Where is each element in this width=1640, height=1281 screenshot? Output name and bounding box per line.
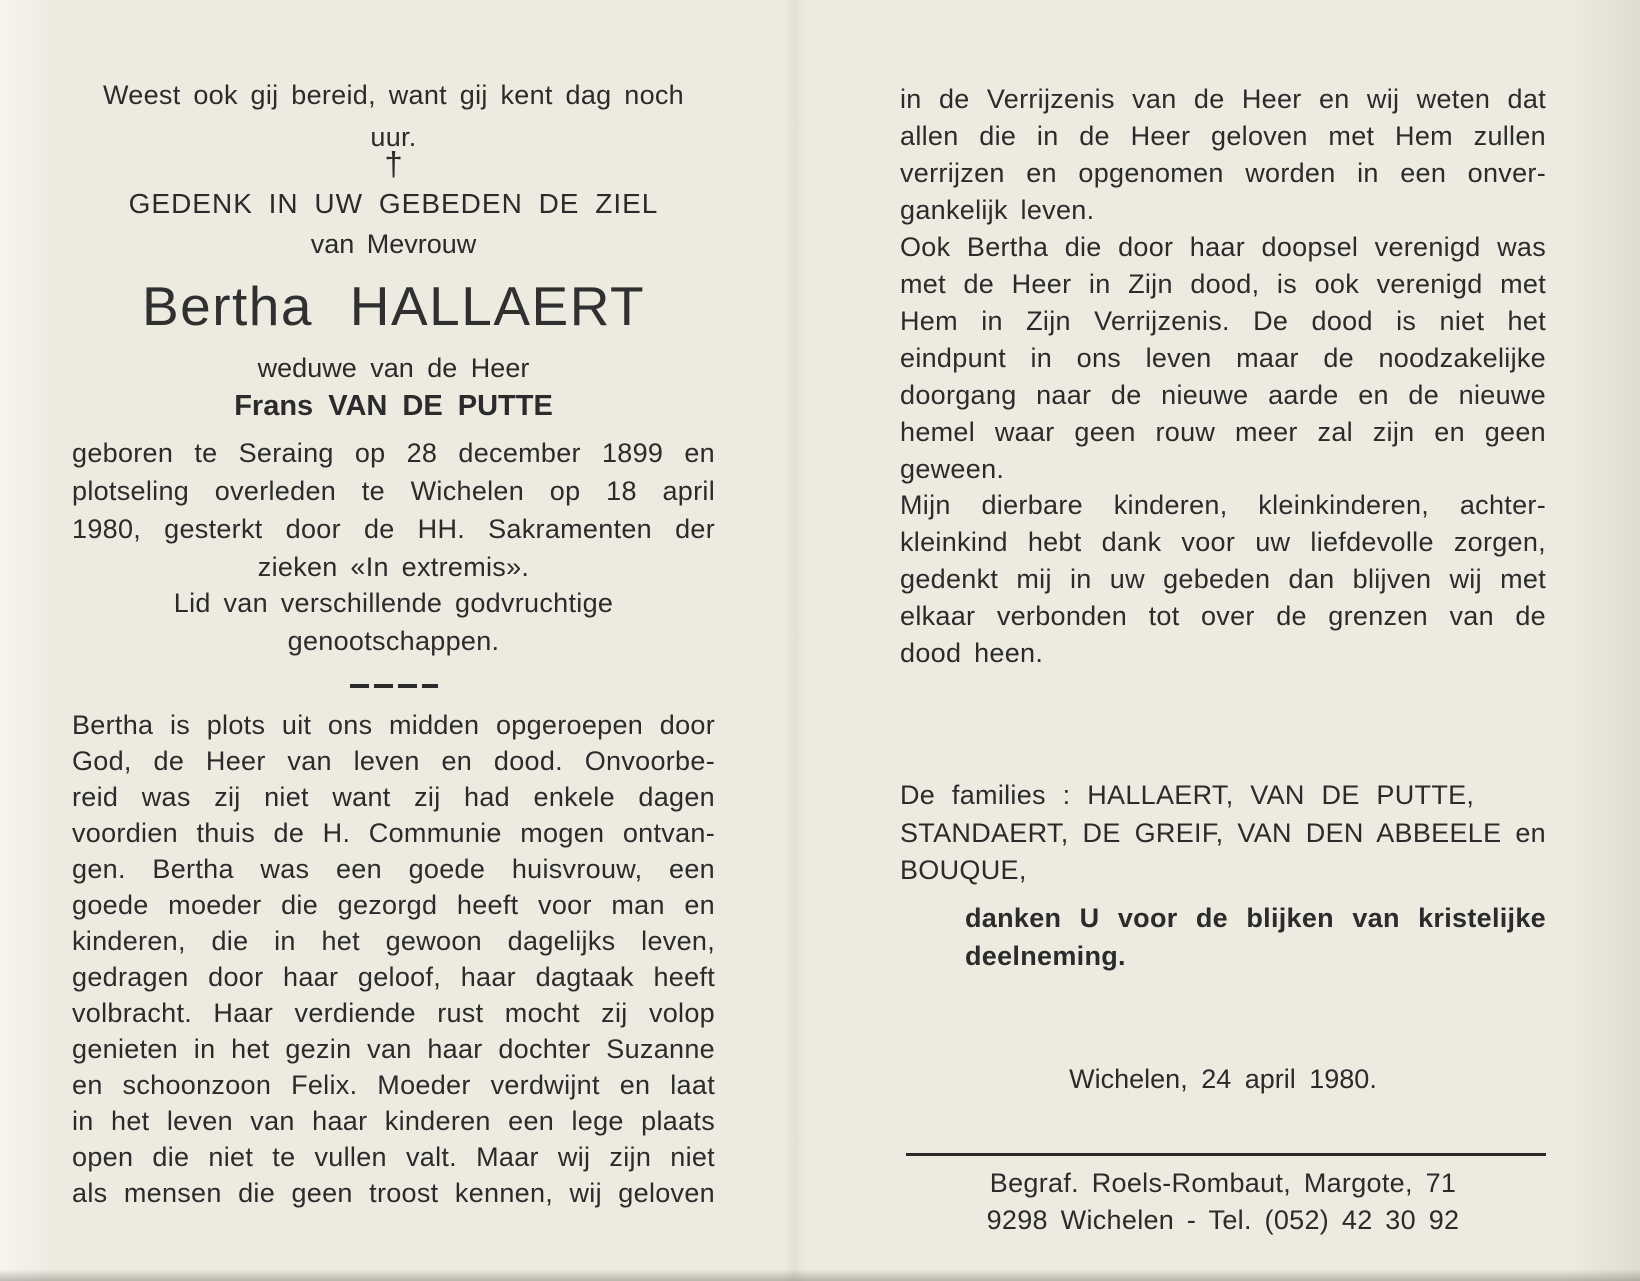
faith-paragraph [900, 232, 1546, 491]
membership-paragraph [72, 588, 715, 664]
life-dates-paragraph [72, 438, 715, 590]
text-line: danken U voor de blijken van kristelijke [965, 903, 1546, 933]
text-line: Hem in Zijn Verrijzenis. De dood is niet het [900, 306, 1546, 336]
salutation: van Mevrouw [310, 229, 477, 259]
text-line: volbracht. Haar verdiende rust mocht zij volop [72, 998, 715, 1028]
text-line: genieten in het gezin van haar dochter Suzanne [72, 1034, 715, 1064]
scan-edge-bottom [0, 1269, 1640, 1281]
text-line: Weest ook gij bereid, want gij kent dag noch [102, 80, 685, 110]
footer-divider [906, 1153, 1546, 1156]
text-line: 1980, gesterkt door de HH. Sakramenten der [72, 514, 715, 544]
text-line: Begraf. Roels-Rombaut, Margote, 71 [989, 1168, 1457, 1198]
cross-icon: † [384, 145, 403, 182]
dash-rule [350, 684, 438, 688]
text-line: open die niet te vullen valt. Maar wij zijn niet [72, 1142, 715, 1172]
text-line: allen die in de Heer geloven met Hem zullen [900, 121, 1546, 151]
text-line: Lid van verschillende godvruchtige [173, 588, 614, 618]
scan-edge-left [0, 0, 55, 1281]
text-line: dood heen. [900, 638, 1044, 668]
text-line: verrijzen en opgenomen worden in een onver- [900, 158, 1546, 188]
text-line: in het leven van haar kinderen een lege plaats [72, 1106, 715, 1136]
text-line: en schoonzoon Felix. Moeder verdwijnt en laat [72, 1070, 715, 1100]
families-acknowledgement [900, 780, 1546, 893]
memorial-heading: GEDENK IN UW GEBEDEN DE ZIEL [128, 188, 659, 219]
text-line: doorgang naar de nieuwe aarde en de nieuwe [900, 380, 1546, 410]
text-line: Bertha is plots uit ons midden opgeroepen door [72, 710, 715, 740]
text-line: elkaar verbonden tot over de grenzen van de [900, 601, 1546, 631]
text-line: hemel waar geen rouw meer zal zijn en geen [900, 417, 1546, 447]
resurrection-paragraph [900, 84, 1546, 232]
text-line: goede moeder die gezorgd heeft voor man en [72, 890, 715, 920]
text-line: God, de Heer van leven en dood. Onvoorbe- [72, 746, 715, 776]
text-line: met de Heer in Zijn dood, is ook verenigd met [900, 269, 1546, 299]
widow-line: weduwe van de Heer [257, 353, 530, 383]
text-line: geween. [900, 454, 1005, 484]
section-divider [72, 684, 715, 688]
text-line: zieken «In extremis». [257, 552, 530, 582]
text-line: gedragen door haar geloof, haar dagtaak heeft [72, 962, 715, 992]
eulogy-paragraph [72, 710, 715, 1214]
text-line: Mijn dierbare kinderen, kleinkinderen, achter- [900, 490, 1546, 520]
text-line: BOUQUE, [900, 855, 1027, 885]
text-line: 9298 Wichelen - Tel. (052) 42 30 92 [986, 1205, 1460, 1235]
place-date-line: Wichelen, 24 april 1980. [1069, 1064, 1377, 1094]
text-line: eindpunt in ons leven maar de noodzakelijke [900, 343, 1546, 373]
text-line: reid was zij niet want zij had enkele dagen [72, 782, 715, 812]
text-line: kinderen, die in het gewoon dagelijks leven, [72, 926, 715, 956]
farewell-paragraph [900, 490, 1546, 675]
text-line: STANDAERT, DE GREIF, VAN DEN ABBEELE en [900, 817, 1546, 848]
undertaker-address [900, 1168, 1546, 1242]
text-line: De families : HALLAERT, VAN DE PUTTE, [900, 780, 1475, 810]
text-line: in de Verrijzenis van de Heer en wij weten dat [900, 84, 1546, 114]
text-line: genootschappen. [287, 626, 500, 656]
text-line: voordien thuis de H. Communie mogen ontvan- [72, 818, 715, 848]
page-fold-shadow [784, 0, 806, 1281]
scan-edge-right [1570, 0, 1640, 1281]
text-line: als mensen die geen troost kennen, wij geloven [72, 1178, 715, 1208]
text-line: Ook Bertha die door haar doopsel verenigd was [900, 232, 1546, 262]
text-line: gankelijk leven. [900, 195, 1095, 225]
text-line: gedenkt mij in uw gebeden dan blijven wij met [900, 564, 1546, 594]
text-line: deelneming. [965, 941, 1126, 971]
deceased-name: Bertha HALLAERT [141, 275, 646, 337]
text-line: geboren te Seraing op 28 december 1899 en [72, 438, 715, 468]
text-line: plotseling overleden te Wichelen op 18 april [72, 476, 715, 506]
text-line: gen. Bertha was een goede huisvrouw, een [72, 854, 715, 884]
text-line: kleinkind hebt dank voor uw liefdevolle zorgen, [900, 527, 1546, 557]
thanks-paragraph [965, 903, 1546, 979]
text-line: uur. [370, 122, 417, 152]
husband-name: Frans VAN DE PUTTE [234, 390, 553, 422]
